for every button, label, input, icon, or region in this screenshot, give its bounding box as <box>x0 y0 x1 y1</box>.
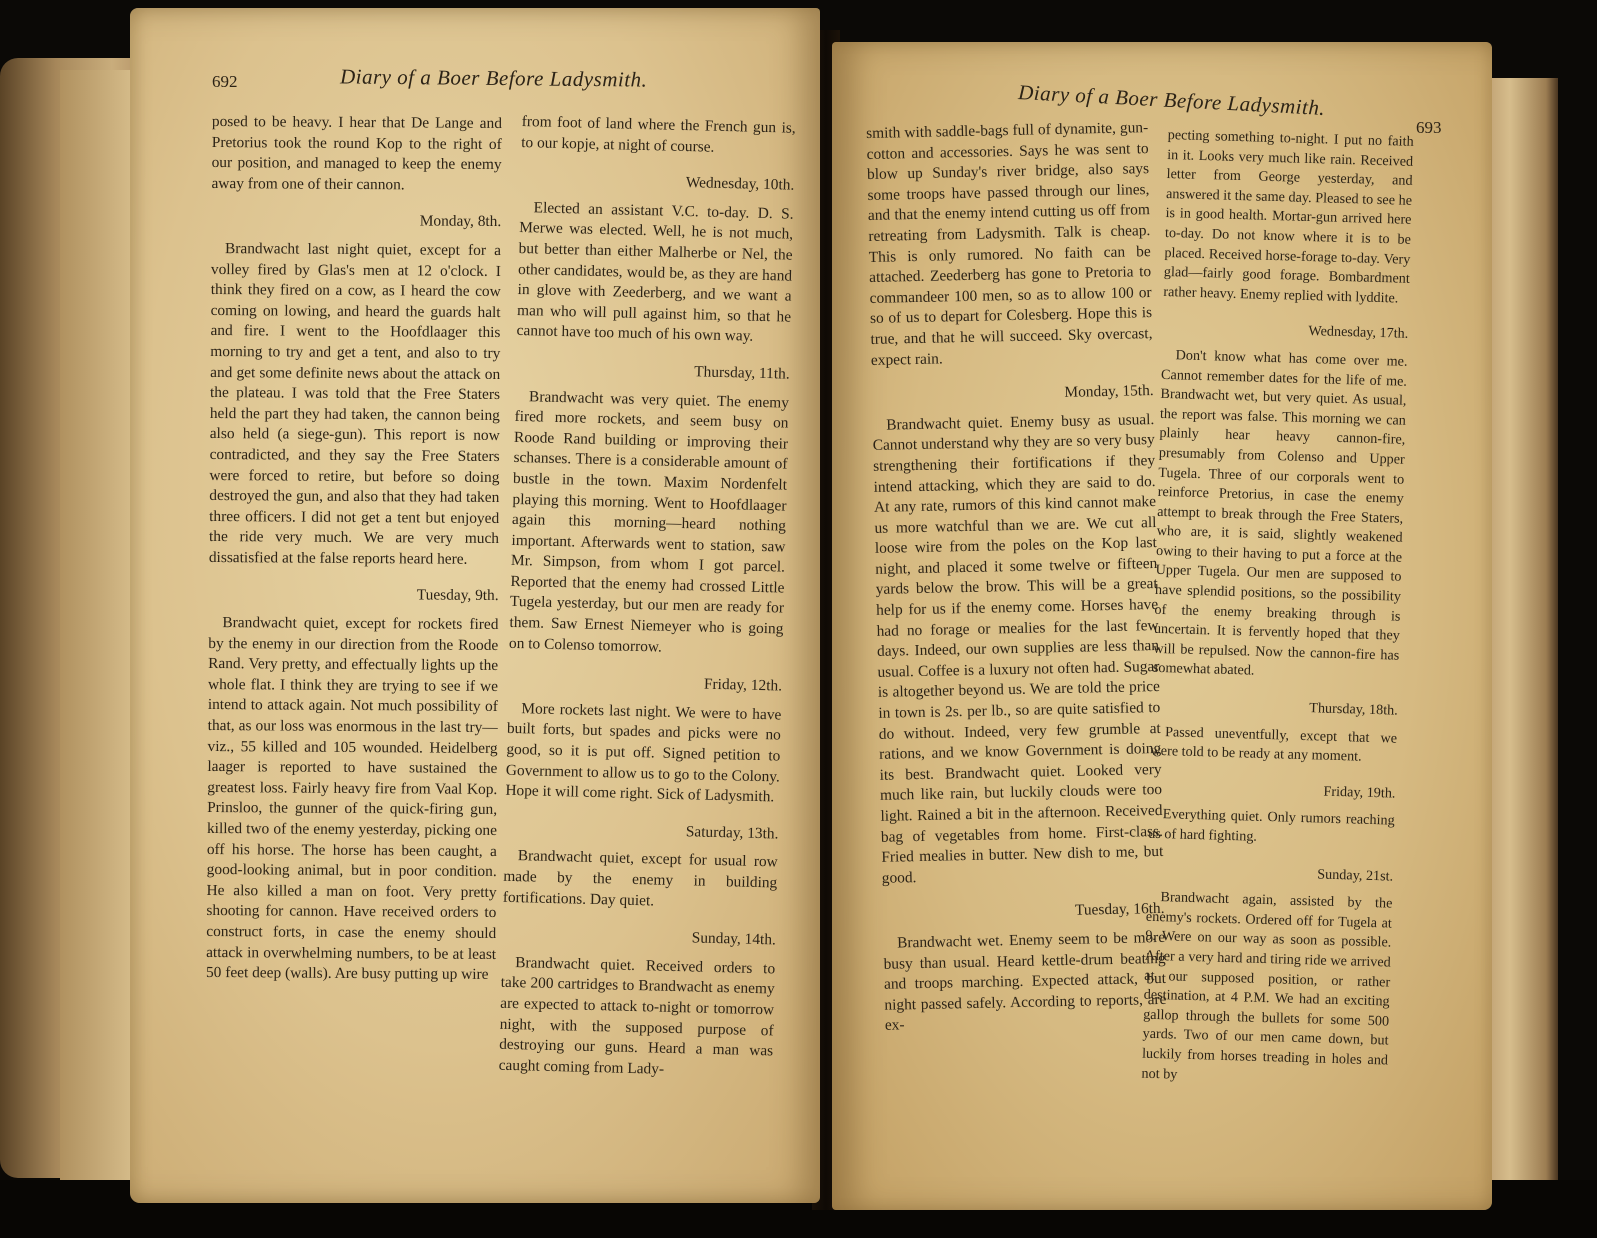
diary-paragraph: pecting something to-night. I put no faith in it. Looks very much like rain. Received letter from George yesterday, and answered it the same day. Pleased to see he is in good health. Mortar-gun arrived here to-day. Do not know where it is to be placed. Received horse-forage to-day. Very glad—fairly good forage. Bombardment rather heavy. Enemy replied with lyddite. <box>1163 126 1414 307</box>
diary-paragraph: Brandwacht quiet. Received orders to take 200 cartridges to Brandwacht as enemy are expected to attack to-night or tomorrow night, with the supposed purpose of destroying our guns. Heard a man was caught coming from Lady- <box>498 953 776 1078</box>
diary-date-heading: Sunday, 21st. <box>1317 866 1394 885</box>
diary-paragraph: Passed uneventfully, except that we were told to be ready at any moment. <box>1150 723 1398 765</box>
diary-date-heading: Friday, 12th. <box>703 675 783 695</box>
left-column-2 <box>498 112 795 1083</box>
diary-paragraph: Elected an assistant V.C. to-day. D. S. Merwe was elected. Well, he is not much, but better than either Malherbe or Nel, the other candidates, would be, as they are hand in glove with Zeederberg, and we want a man who will pull against him, so that he cannot have too much of his own way. <box>516 199 794 346</box>
left-page-curl <box>60 70 140 1180</box>
diary-date-heading: Tuesday, 9th. <box>416 586 499 605</box>
diary-date-heading: Friday, 19th. <box>1323 783 1396 802</box>
diary-paragraph: Brandwacht quiet, except for rockets fired by the enemy in our direction from the Roode Rand. Very pretty, and effectually lights up the whole flat. I think they are trying to see if we intend to attack again. Not much possibility of that, as our loss was enormous in the last try—viz., 55 killed and 105 wounded. Heidelberg laager is reported to have sustained the greatest loss. Fairly heavy fire from Vaal Kop. Prinsloo, the gunner of the quick-firing gun, killed two of the enemy yesterday, picking one off his horse. The horse has been caught, a good-looking animal, but in poor condition. He also killed a man on foot. Very pretty shooting for cannon. Have received orders to construct forts, in case the enemy should attack in overwhelming numbers, to be at least 50 feet deep (walls). Are busy putting up wire <box>205 614 499 984</box>
left-page <box>130 8 820 1203</box>
diary-paragraph: posed to be heavy. I hear that De Lange and Pretorius took the round Kop to the right of our position, and managed to keep the enemy away from one of their cannon. <box>211 112 502 194</box>
diary-date-heading: Wednesday, 10th. <box>685 174 795 194</box>
diary-date-heading: Thursday, 18th. <box>1309 700 1398 719</box>
diary-date-heading: Saturday, 13th. <box>685 823 779 843</box>
diary-paragraph: Brandwacht last night quiet, except for a volley fired by Glas's men at 12 o'clock. I think they fired on a cow, as I heard the cow coming on lowing, and heard the guards halt and fire. I went to the Hoofdlaager this morning to try and get a tent, and also to try and get some definite news about the attack on the plateau. I was told that the Free Staters held the part they had taken, the cannon being also held (a siege-gun). This report is now contradicted, and they say the Free Staters were forced to retire, but before so doing destroyed the gun, and also that they had taken three officers. I did not get a tent but enjoyed the ride very much. We are very much dissatisfied at the false reports heard here. <box>208 240 502 568</box>
left-page-number: 692 <box>212 72 238 91</box>
diary-paragraph: More rockets last night. We were to have built forts, but spades and picks were no good, so it is put off. Signed petition to Government to allow us to go to the Colony. Hope it will come right. Sick of Ladysmith. <box>505 700 782 806</box>
diary-date-heading: Wednesday, 17th. <box>1308 323 1409 343</box>
left-running-head: Diary of a Boer Before Ladysmith. <box>339 64 648 92</box>
diary-date-heading: Sunday, 14th. <box>691 929 777 949</box>
diary-paragraph: Brandwacht quiet. Enemy busy as usual. Cannot understand why they are so very busy strengthening their fortifications if they intend attacking, which they are said to do. At any rate, rumors of this kind cannot make us more watchful than we are. We cut all loose wire from the poles on the Kop last night, and placed it some twelve or fifteen yards below the brow. This will be a great help for us if the enemy come. Horses have had no forage or mealies for the last few days. Indeed, our own supplies are less than usual. Coffee is a luxury not often had. Sugar is altogether beyond us. We are told the price in town is 2s. per lb., so are quite satisfied to do without. Indeed, very few grumble at rations, and we know Government is doing its best. Brandwacht quiet. Looked very much like rain, but luckily clouds were too light. Rained a bit in the afternoon. Received bag of vegetables from home. First-class. Fried mealies in butter. New dish to me, but good. <box>872 410 1164 887</box>
right-column-1 <box>866 118 1167 1037</box>
diary-date-heading: Monday, 8th. <box>419 212 502 231</box>
diary-date-heading: Thursday, 11th. <box>694 363 790 383</box>
right-column-2 <box>1141 126 1414 1091</box>
diary-paragraph: Brandwacht again, assisted by the enemy's rockets. Ordered off for Tugela at 9. Were on our way as soon as possible. After a very hard and tiring ride we arrived at our supposed position, or rather destination, at 4 P.M. We had an exciting gallop through the bullets for some 500 yards. Two of our men came down, but luckily from horses treading in holes and not by <box>1141 889 1393 1083</box>
diary-paragraph: Brandwacht was very quiet. The enemy fired more rockets, and seem busy on Roode Rand building or improving their schanses. There is a considerable amount of bustle in the town. Maxim Nordenfelt playing this morning. Went to Hoofdlaager again this morning—heard nothing important. Afterwards went to station, saw Mr. Simpson, from whom I got parcel. Reported that the enemy had crossed Little Tugela yesterday, but our men are ready for them. Saw Ernest Niemeyer who is going on to Colenso tomorrow. <box>508 387 790 656</box>
diary-paragraph: Don't know what has come over me. Cannot remember dates for the life of me. Brandwacht wet, but very quiet. As usual, the report was false. This morning we can plainly hear heavy cannon-fire, presumably from Colenso and Upper Tugela. Three of our corporals went to reinforce Pretorius, in case the enemy attempt to break through the Free Staters, who are, it is said, slightly weakened owing to their having to put a force at the Upper Tugela. Our men are supposed to have splendid positions, so the possibility of the enemy breaking through is uncertain. It is fervently hoped that they will be repulsed. Now the cannon-fire has somewhat abated. <box>1152 347 1408 680</box>
diary-date-heading: Monday, 15th. <box>1064 382 1154 402</box>
diary-date-heading: Tuesday, 16th. <box>1074 900 1165 920</box>
diary-paragraph: from foot of land where the French gun is, to our kopje, at night of course. <box>521 112 796 156</box>
diary-paragraph: Everything quiet. Only rumors reaching us of hard fighting. <box>1148 806 1395 845</box>
diary-paragraph: Brandwacht quiet, except for usual row made by the enemy in building fortifications. Day quiet. <box>502 847 778 910</box>
left-column-1 <box>206 112 502 986</box>
diary-paragraph: Brandwacht wet. Enemy seem to be more busy than usual. Heard kettle-drum beating and troops marching. Expected attack, but night passed safely. According to reports, are ex- <box>883 928 1167 1035</box>
diary-paragraph: smith with saddle-bags full of dynamite, gun-cotton and accessories. Says he was sent to blow up Sunday's river bridge, also says some troops have passed through our lines, and that the enemy intend cutting us off from retreating from Ladysmith. Talk is cheap. This is only rumored. No faith can be attached. Zeederberg has gone to Pretoria to commandeer 100 men, so as to allow 100 or so of us to depart for Colesberg. Hope this is true, and that he will succeed. Sky overcast, expect rain. <box>866 119 1153 369</box>
right-running-head: Diary of a Boer Before Ladysmith. <box>1017 79 1326 121</box>
right-page <box>832 42 1492 1210</box>
right-page-number: 693 <box>1416 118 1442 137</box>
